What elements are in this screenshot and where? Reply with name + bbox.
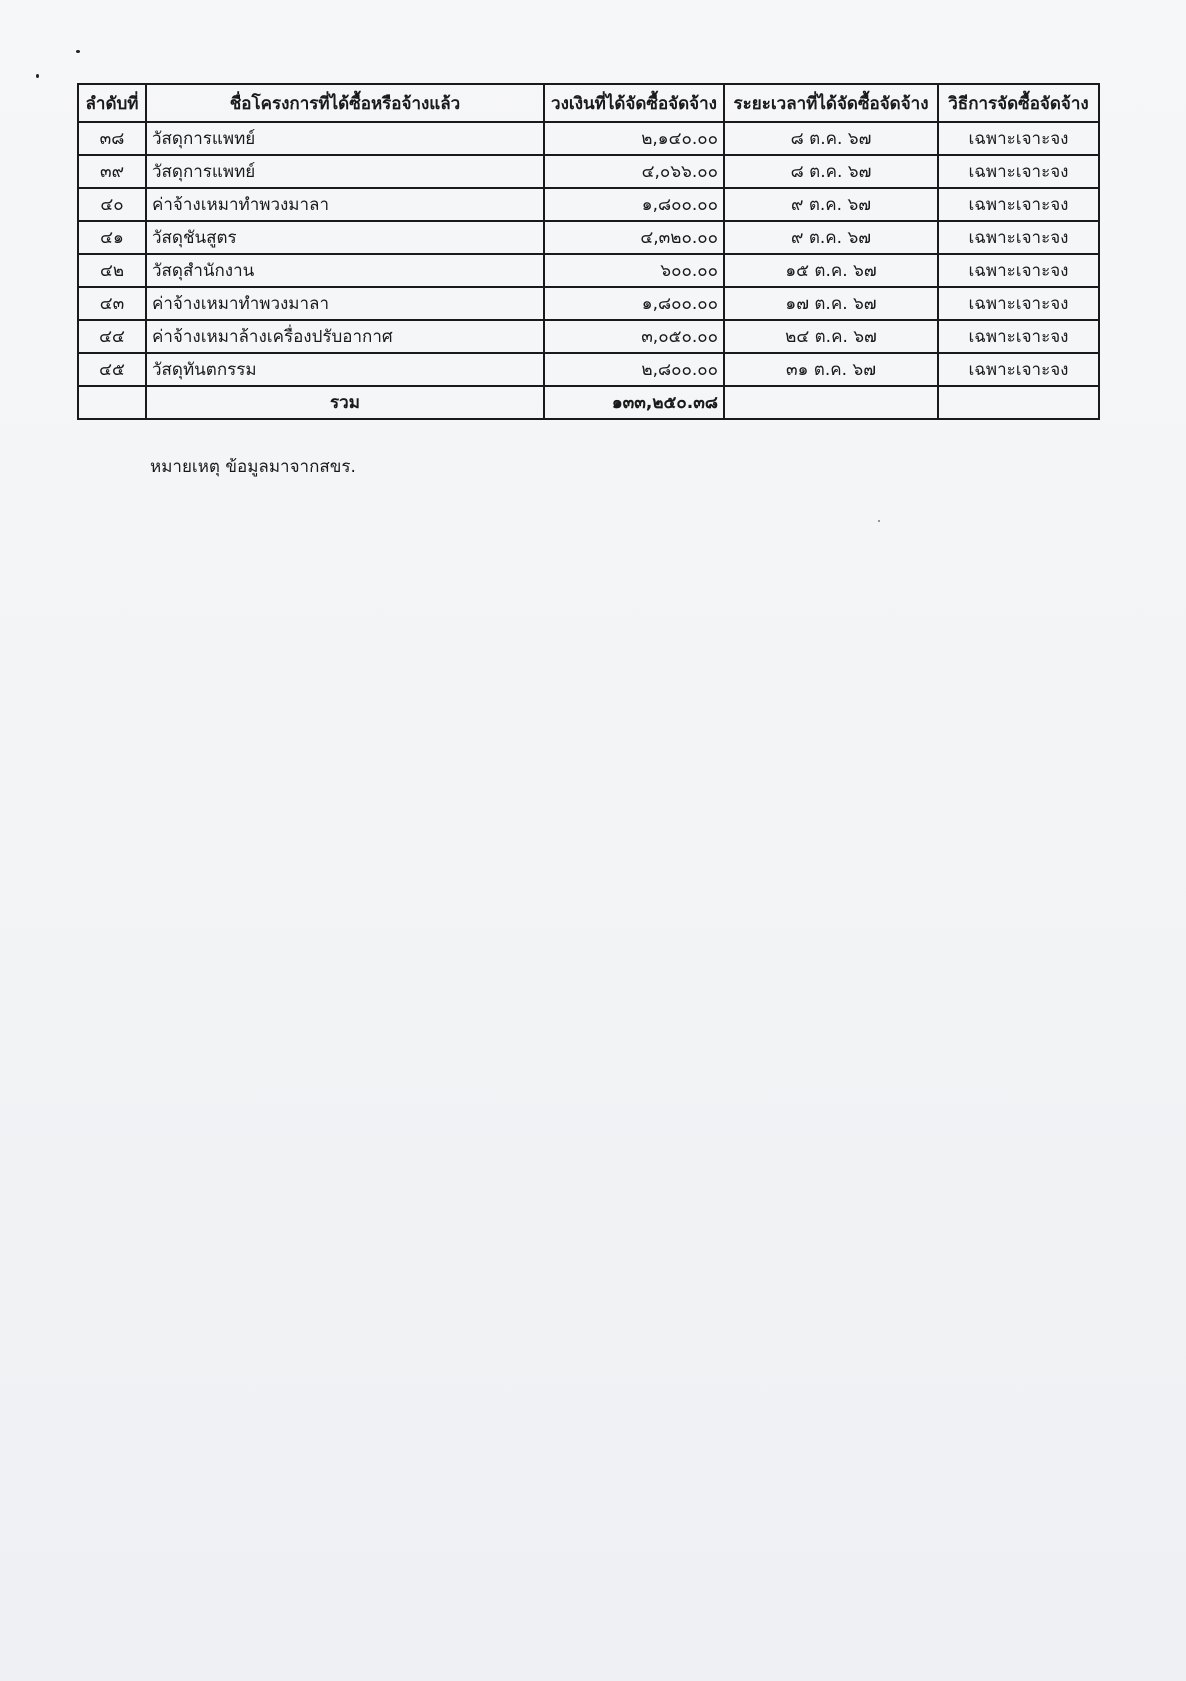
cell-method: เฉพาะเจาะจง (938, 320, 1099, 353)
cell-amount: ๔,๓๒๐.๐๐ (544, 221, 724, 254)
cell-name: วัสดุทันตกรรม (146, 353, 544, 386)
header-amount: วงเงินที่ได้จัดซื้อจัดจ้าง (544, 84, 724, 122)
cell-no: ๓๘ (78, 122, 146, 155)
cell-date: ๘ ต.ค. ๖๗ (724, 155, 938, 188)
cell-amount: ๒,๑๔๐.๐๐ (544, 122, 724, 155)
table-row (78, 254, 1099, 287)
cell-amount: ๔,๐๖๖.๐๐ (544, 155, 724, 188)
cell-method: เฉพาะเจาะจง (938, 353, 1099, 386)
cell-name: วัสดุการแพทย์ (146, 122, 544, 155)
cell-method: เฉพาะเจาะจง (938, 188, 1099, 221)
total-method-empty (938, 386, 1099, 419)
cell-date: ๒๔ ต.ค. ๖๗ (724, 320, 938, 353)
cell-date: ๘ ต.ค. ๖๗ (724, 122, 938, 155)
cell-no: ๔๕ (78, 353, 146, 386)
cell-method: เฉพาะเจาะจง (938, 287, 1099, 320)
cell-method: เฉพาะเจาะจง (938, 254, 1099, 287)
cell-no: ๓๙ (78, 155, 146, 188)
scan-speck (878, 520, 880, 522)
header-method: วิธีการจัดซื้อจัดจ้าง (938, 84, 1099, 122)
table-row (78, 221, 1099, 254)
cell-method: เฉพาะเจาะจง (938, 155, 1099, 188)
table-row (78, 287, 1099, 320)
procurement-table (77, 83, 1100, 420)
cell-date: ๑๗ ต.ค. ๖๗ (724, 287, 938, 320)
cell-name: วัสดุชันสูตร (146, 221, 544, 254)
cell-name: ค่าจ้างเหมาทำพวงมาลา (146, 287, 544, 320)
scan-speck (36, 74, 39, 78)
header-date: ระยะเวลาที่ได้จัดซื้อจัดจ้าง (724, 84, 938, 122)
table-header-row (78, 84, 1099, 122)
cell-no: ๔๑ (78, 221, 146, 254)
cell-amount: ๓,๐๕๐.๐๐ (544, 320, 724, 353)
cell-date: ๙ ต.ค. ๖๗ (724, 188, 938, 221)
total-row (78, 386, 1099, 419)
cell-amount: ๒,๘๐๐.๐๐ (544, 353, 724, 386)
total-label: รวม (146, 386, 544, 419)
cell-name: วัสดุสำนักงาน (146, 254, 544, 287)
table-row (78, 188, 1099, 221)
table-row (78, 122, 1099, 155)
cell-no: ๔๐ (78, 188, 146, 221)
total-date-empty (724, 386, 938, 419)
cell-no: ๔๔ (78, 320, 146, 353)
cell-amount: ๑,๘๐๐.๐๐ (544, 287, 724, 320)
table-row (78, 320, 1099, 353)
scan-speck (76, 50, 80, 53)
cell-name: วัสดุการแพทย์ (146, 155, 544, 188)
header-no: ลำดับที่ (78, 84, 146, 122)
cell-amount: ๑,๘๐๐.๐๐ (544, 188, 724, 221)
cell-date: ๑๕ ต.ค. ๖๗ (724, 254, 938, 287)
cell-name: ค่าจ้างเหมาล้างเครื่องปรับอากาศ (146, 320, 544, 353)
cell-name: ค่าจ้างเหมาทำพวงมาลา (146, 188, 544, 221)
cell-date: ๙ ต.ค. ๖๗ (724, 221, 938, 254)
cell-date: ๓๑ ต.ค. ๖๗ (724, 353, 938, 386)
footnote: หมายเหตุ ข้อมูลมาจากสขร. (150, 457, 356, 477)
cell-no: ๔๒ (78, 254, 146, 287)
cell-method: เฉพาะเจาะจง (938, 221, 1099, 254)
cell-amount: ๖๐๐.๐๐ (544, 254, 724, 287)
cell-method: เฉพาะเจาะจง (938, 122, 1099, 155)
header-name: ชื่อโครงการที่ได้ซื้อหรือจ้างแล้ว (146, 84, 544, 122)
table-row (78, 155, 1099, 188)
total-no-empty (78, 386, 146, 419)
table-row (78, 353, 1099, 386)
cell-no: ๔๓ (78, 287, 146, 320)
total-amount: ๑๓๓,๒๕๐.๓๘ (544, 386, 724, 419)
